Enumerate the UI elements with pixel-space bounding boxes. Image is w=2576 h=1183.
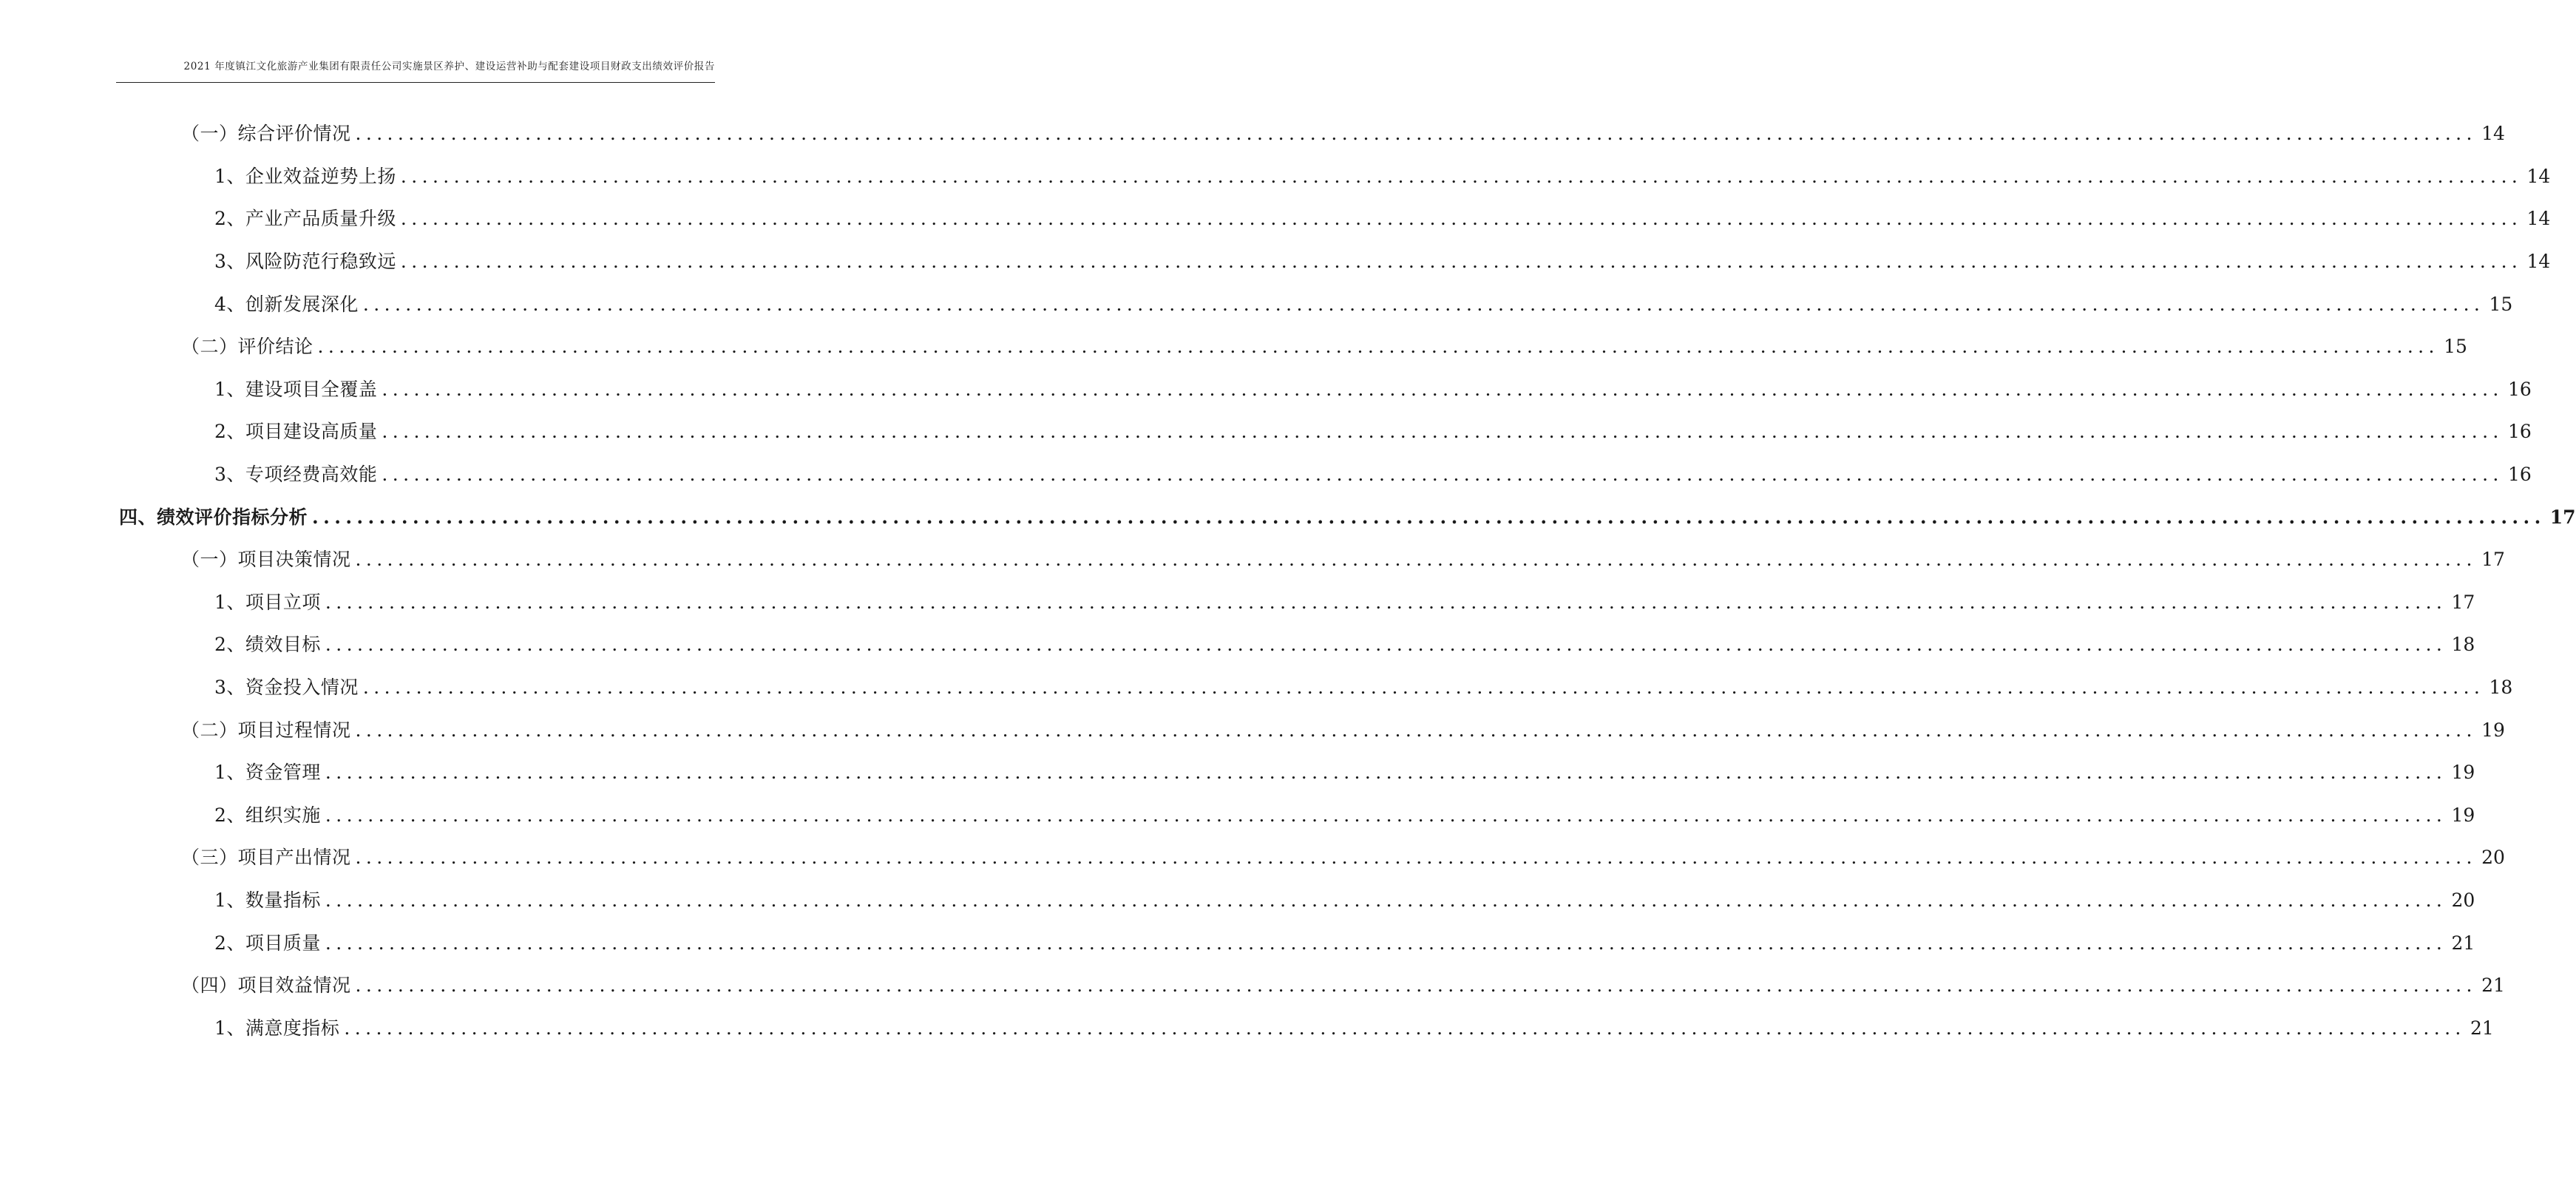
table-of-contents: [116, 112, 2576, 1049]
toc-entry-label: 四、绩效评价指标分析: [119, 506, 308, 528]
toc-entry-label: （二）评价结论: [181, 336, 313, 358]
toc-entry-page: 16: [2507, 421, 2532, 443]
toc-entry[interactable]: [116, 453, 2532, 496]
toc-entry-label: 2、项目质量: [214, 932, 321, 954]
toc-dot-leader: ........................................................................................................................................................................................................: [400, 208, 2523, 230]
toc-entry[interactable]: [116, 623, 2475, 666]
toc-entry[interactable]: [116, 964, 2505, 1007]
toc-entry-page: 18: [2451, 634, 2475, 656]
toc-entry-page: 18: [2489, 677, 2513, 699]
toc-entry[interactable]: [116, 240, 2551, 283]
toc-entry-label: 4、创新发展深化: [214, 293, 359, 315]
toc-entry-page: 15: [2489, 293, 2513, 315]
toc-entry-label: 1、满意度指标: [214, 1017, 340, 1039]
toc-entry-page: 16: [2507, 378, 2532, 400]
toc-entry-label: （三）项目产出情况: [181, 847, 351, 869]
toc-entry-label: （四）项目效益情况: [181, 974, 351, 997]
toc-dot-leader: ........................................................................................................................................................................................................: [325, 762, 2447, 784]
toc-entry-label: （一）项目决策情况: [181, 549, 351, 571]
toc-entry[interactable]: [116, 581, 2475, 624]
toc-entry[interactable]: [116, 112, 2505, 155]
toc-entry[interactable]: [116, 794, 2475, 837]
toc-entry[interactable]: [116, 155, 2551, 198]
toc-dot-leader: ........................................................................................................................................................................................................: [325, 889, 2447, 911]
toc-dot-leader: ........................................................................................................................................................................................................: [382, 378, 2504, 400]
toc-dot-leader: ........................................................................................................................................................................................................: [312, 506, 2546, 528]
toc-entry-label: 1、建设项目全覆盖: [214, 378, 378, 400]
toc-entry-label: （一）综合评价情况: [181, 123, 351, 145]
toc-entry[interactable]: [116, 1006, 2494, 1049]
toc-dot-leader: ........................................................................................................................................................................................................: [382, 421, 2504, 443]
toc-dot-leader: ........................................................................................................................................................................................................: [355, 123, 2477, 145]
toc-entry[interactable]: [116, 282, 2513, 325]
toc-entry[interactable]: [116, 538, 2505, 581]
toc-entry-page: 19: [2451, 804, 2475, 826]
toc-entry-label: 2、项目建设高质量: [214, 421, 378, 443]
toc-entry[interactable]: [116, 751, 2475, 794]
toc-entry-page: 20: [2481, 847, 2505, 869]
toc-entry[interactable]: [116, 410, 2532, 453]
toc-dot-leader: ........................................................................................................................................................................................................: [355, 847, 2477, 869]
toc-entry-label: 2、组织实施: [214, 804, 321, 826]
toc-dot-leader: ........................................................................................................................................................................................................: [317, 336, 2439, 358]
toc-dot-leader: ........................................................................................................................................................................................................: [325, 932, 2447, 954]
toc-dot-leader: ........................................................................................................................................................................................................: [344, 1017, 2466, 1039]
toc-entry-page: 14: [2526, 251, 2551, 273]
toc-entry[interactable]: [116, 921, 2475, 964]
toc-entry-page: 21: [2481, 974, 2505, 997]
running-header: 2021 年度镇江文化旅游产业集团有限责任公司实施景区养护、建设运营补助与配套建设项目财政支出绩效评价报告: [183, 61, 715, 72]
toc-entry-page: 17: [2481, 549, 2505, 571]
toc-entry-page: 19: [2451, 762, 2475, 784]
toc-entry[interactable]: [116, 197, 2551, 240]
toc-dot-leader: ........................................................................................................................................................................................................: [325, 804, 2447, 826]
toc-entry-label: 3、专项经费高效能: [214, 464, 378, 486]
toc-dot-leader: ........................................................................................................................................................................................................: [355, 719, 2477, 741]
toc-dot-leader: ........................................................................................................................................................................................................: [355, 549, 2477, 571]
toc-entry-label: 1、数量指标: [214, 889, 321, 911]
toc-entry-label: （二）项目过程情况: [181, 719, 351, 741]
toc-entry-label: 2、产业产品质量升级: [214, 208, 396, 230]
toc-entry-page: 20: [2451, 889, 2475, 911]
toc-entry-page: 15: [2444, 336, 2467, 358]
toc-entry-page: 21: [2451, 932, 2475, 954]
toc-entry-page: 16: [2507, 464, 2532, 486]
toc-entry-label: 3、风险防范行稳致远: [214, 251, 396, 273]
toc-dot-leader: ........................................................................................................................................................................................................: [325, 591, 2447, 613]
toc-entry[interactable]: [116, 368, 2532, 411]
toc-entry-page: 14: [2526, 165, 2551, 187]
toc-entry-label: 1、资金管理: [214, 762, 321, 784]
toc-entry[interactable]: [116, 836, 2505, 879]
toc-entry-page: 21: [2470, 1017, 2494, 1039]
toc-entry-label: 2、绩效目标: [214, 634, 321, 656]
toc-entry-page: 19: [2481, 719, 2505, 741]
toc-entry-label: 1、企业效益逆势上扬: [214, 165, 396, 187]
toc-entry-page: 17: [2451, 591, 2475, 613]
toc-entry-page: 17: [2549, 506, 2576, 528]
header-divider: [116, 82, 715, 83]
toc-entry-chapter[interactable]: [116, 495, 2576, 538]
toc-entry-label: 1、项目立项: [214, 591, 321, 613]
toc-entry-label: 3、资金投入情况: [214, 677, 359, 699]
toc-dot-leader: ........................................................................................................................................................................................................: [362, 293, 2485, 315]
toc-entry[interactable]: [116, 708, 2505, 751]
toc-dot-leader: ........................................................................................................................................................................................................: [355, 974, 2477, 997]
toc-dot-leader: ........................................................................................................................................................................................................: [382, 464, 2504, 486]
toc-entry[interactable]: [116, 879, 2475, 922]
toc-entry-page: 14: [2481, 123, 2505, 145]
toc-dot-leader: ........................................................................................................................................................................................................: [400, 251, 2523, 273]
toc-dot-leader: ........................................................................................................................................................................................................: [362, 677, 2485, 699]
toc-entry-page: 14: [2526, 208, 2551, 230]
toc-dot-leader: ........................................................................................................................................................................................................: [400, 165, 2523, 187]
toc-dot-leader: ........................................................................................................................................................................................................: [325, 634, 2447, 656]
toc-entry[interactable]: [116, 666, 2513, 709]
toc-entry[interactable]: [116, 325, 2467, 368]
